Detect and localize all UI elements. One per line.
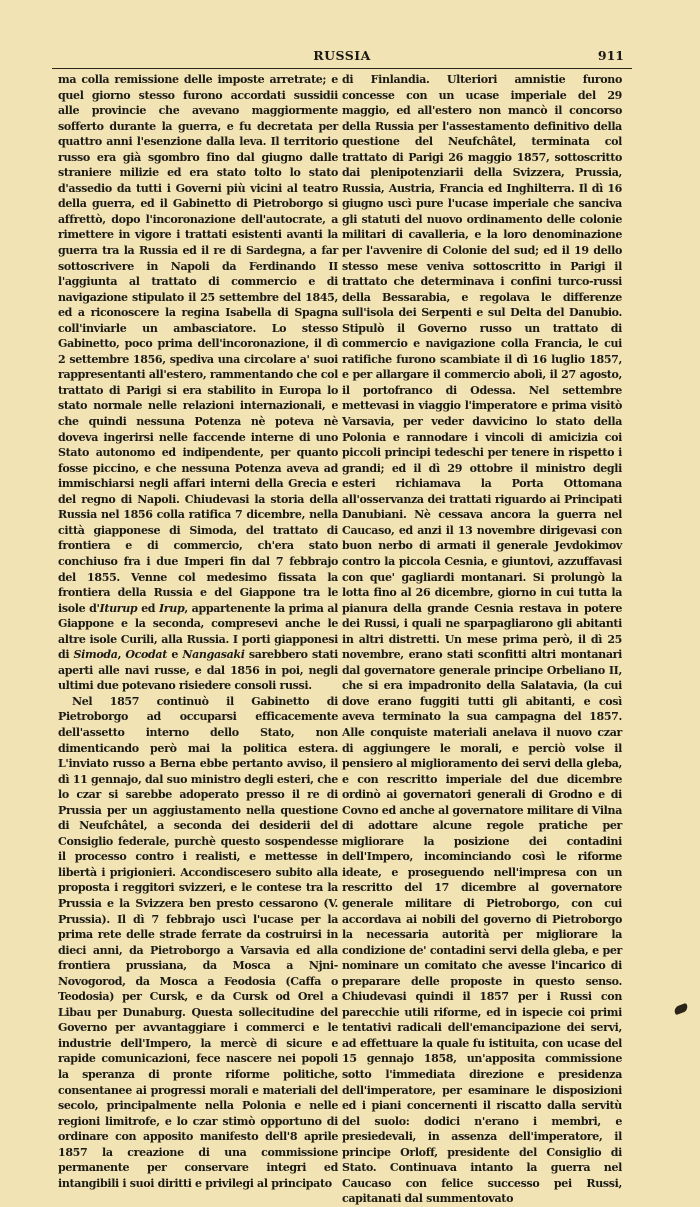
left-paragraph-1 <box>58 72 338 694</box>
italic-place-name: Simoda <box>73 648 118 662</box>
italic-place-name: Irup <box>158 601 185 615</box>
running-title: RUSSIA <box>313 48 371 63</box>
italic-place-name: Nangasaki <box>182 648 245 662</box>
text-run: sarebbero stati aperti alle navi russe, e dal 1856 in poi, negli ultimi due potevano risiedere consoli russi. <box>58 648 338 693</box>
right-column <box>342 72 622 1207</box>
text-run: e <box>167 648 183 662</box>
running-header <box>52 46 632 69</box>
page-number: 911 <box>597 48 624 63</box>
text-run: ed <box>137 601 159 615</box>
left-paragraph-2: Nel 1857 continuò il Gabinetto di Pietroborgo ad occuparsi efficacemente dell'assetto interno dello Stato, non dimenticando però mai la politica estera. L'inviato russo a Berna ebbe pertanto avviso, il dì 11 gennajo, dal suo ministro degli esteri, che lo czar si sarebbe adoperato presso il re di Prussia per un aggiustamento nella questione di Neufchâtel, a seconda dei desiderii del Consiglio federale, purchè questo sospendesse il processo contro i realisti, e mettesse in libertà i prigionieri. Accondiscesero subito alla proposta i reggitori svizzeri, e le contese tra la Prussia e la Svizzera ben presto cessarono (V. Prussia). Il dì 7 febbrajo uscì l'ucase per la prima rete delle strade ferrate da costruirsi in dieci anni, da Pietroborgo a Varsavia ed alla frontiera prussiana, da Mosca a Njni-Novogorod, da Mosca a Feodosia (Caffa o Teodosia) per Cursk, e da Cursk od Orel a Libau per Dunaburg. Questa sollecitudine del Governo per avvantaggiare i commerci e le industrie dell'Impero, la mercè di sicure e rapide comunicazioni, fece nascere nei popoli la speranza di pronte riforme politiche, consentanee ai progressi morali e materiali del secolo, principalmente nella Polonia e nelle regioni limitrofe, e lo czar stimò opportuno di ordinare con apposito manifesto dell'8 aprile 1857 la creazione di una commissione permanente per conservare integri ed intangibili i suoi diritti e privilegi al principato <box>58 694 338 1190</box>
text-run: ma colla remissione delle imposte arretrate; e quel giorno stesso furono accordati sussidii alle provincie che avevano maggiormente sofferto durante la guerra, e fu decretata per quattro anni l'esenzione dalla leva. Il territorio russo era già sgombro fino dal giugno dalle straniere milizie ed era stato tolto lo stato d'assedio da tutti i Governi più vicini al teatro della guerra, ed il Gabinetto di Pietroborgo si affrettò, dopo l'incoronazione dell'autocrate, a rimettere in vigore i trattati esistenti avanti la guerra tra la Russia ed il re di Sardegna, a far sottoscrivere in Napoli da Ferdinando II l'aggiunta al trattato di commercio e di navigazione stipulato il 25 settembre del 1845, ed a riconoscere la regina Isabella di Spagna coll'inviarle un ambasciatore. Lo stesso Gabinetto, poco prima dell'incoronazione, il dì 2 settembre 1856, spediva una circolare a' suoi rappresentanti all'estero, rammentando che col trattato di Parigi si era stabilito in Europa lo stato normale nelle relazioni internazionali, e che quindi nessuna Potenza nè poteva nè doveva ingerirsi nelle faccende interne di uno Stato autonomo ed indipendente, per quanto fosse piccino, e che nessuna Potenza aveva ad immischiarsi negli affari interni della Grecia e del regno di Napoli. Chiudevasi la storia della Russia nel 1856 colla ratifica 7 dicembre, nella città giapponese di Simoda, del trattato di frontiera e di commercio, ch'era stato conchiuso fra i due Imperi fin dal 7 febbrajo del 1855. Venne col medesimo fissata la frontiera della Russia e del Giappone tra le isole d' <box>58 73 338 615</box>
text-run: , <box>117 648 126 662</box>
left-column <box>58 72 338 1191</box>
italic-place-name: Iturup <box>99 601 138 615</box>
text-run: , appartenente la prima al Giappone e la seconda, compresevi anche le altre isole Curili, alla Russia. I porti giapponesi di <box>58 601 338 662</box>
italic-place-name: Ocodat <box>125 648 167 662</box>
right-paragraph-1: di Finlandia. Ulteriori amnistie furono concesse con un ucase imperiale del 29 maggio, ed all'estero non mancò il concorso della Russia per l'assestamento definitivo della questione del Neufchâtel, terminata col trattato di Parigi 26 maggio 1857, sottoscritto dai plenipotenziarii della Svizzera, Prussia, Russia, Austria, Francia ed Inghilterra. Il dì 16 giugno uscì pure l'ucase imperiale che sanciva gli statuti del nuovo ordinamento delle colonie militari di cavalleria, e la loro denominazione per l'avvenire di Colonie del sud; ed il 19 dello stesso mese veniva sottoscritto in Parigi il trattato che determinava i confini turco-russi della Bessarabia, e regolava le differenze sull'isola dei Serpenti e sul Delta del Danubio. Stipulò il Governo russo un trattato di commercio e navigazione colla Francia, le cui ratifiche furono scambiate il dì 16 luglio 1857, e per allargare il commercio abolì, il 27 agosto, il portofranco di Odessa. Nel settembre mettevasi in viaggio l'imperatore e prima visitò Varsavia, per veder davvicino lo stato della Polonia e rannodare i vincoli di amicizia coi piccoli principi tedeschi per tenere in rispetto i grandi; ed il dì 29 ottobre il ministro degli esteri richiamava la Porta Ottomana all'osservanza dei trattati riguardo ai Principati Danubiani. Nè cessava ancora la guerra nel Caucaso, ed anzi il 13 novembre dirigevasi con buon nerbo di armati il generale Jevdokimov contro la piccola Cesnia, e giuntovi, azzuffavasi con que' gagliardi montanari. Si prolungò la lotta fino al 26 dicembre, giorno in cui tutta la pianura della grande Cesnia restava in potere dei Russi, i quali ne sparpagliarono gli abitanti in altri distretti. Un mese prima però, il dì 25 novembre, erano stati sconfitti altri montanari dal governatore generale principe Orbeliano II, che si era impadronito della Salatavia, (la cui dove erano fuggiti tutti gli abitanti, e così aveva terminato la sua campagna del 1857. Alle conquiste materiali anelava il nuovo czar di aggiungere le morali, e perciò volse il pensiero al miglioramento dei servi della gleba, e con rescritto imperiale del due dicembre ordinò ai governatori generali di Grodno e di Covno ed anche al governatore militare di Vilna di adottare alcune regole pratiche per migliorare la posizione dei contadini dell'Impero, incominciando così le riforme ideate, e proseguendo nell'impresa con un rescritto del 17 dicembre al governatore generale militare di Pietroborgo, con cui accordava ai nobili del governo di Pietroborgo la necessaria autorità per migliorare la condizione de' contadini servi della gleba, e per nominare un comitato che avesse l'incarico di preparare delle proposte in questo senso. Chiudevasi quindi il 1857 per i Russi con parecchie utili riforme, ed in ispecie coi primi tentativi radicali dell'emancipazione dei servi, ad effettuare la quale fu istituita, con ucase del 15 gennajo 1858, un'apposita commissione sotto l'immediata direzione e presidenza dell'imperatore, per esaminare le disposizioni ed i piani concernenti il riscatto dalla servitù del suolo: dodici n'erano i membri, e presiedevali, in assenza dell'imperatore, il principe Orloff, presidente del Consiglio di Stato. Continuava intanto la guerra nel Caucaso con felice successo pei Russi, capitanati dal summentovato <box>342 73 622 1206</box>
page-corner-mark <box>673 1003 689 1015</box>
